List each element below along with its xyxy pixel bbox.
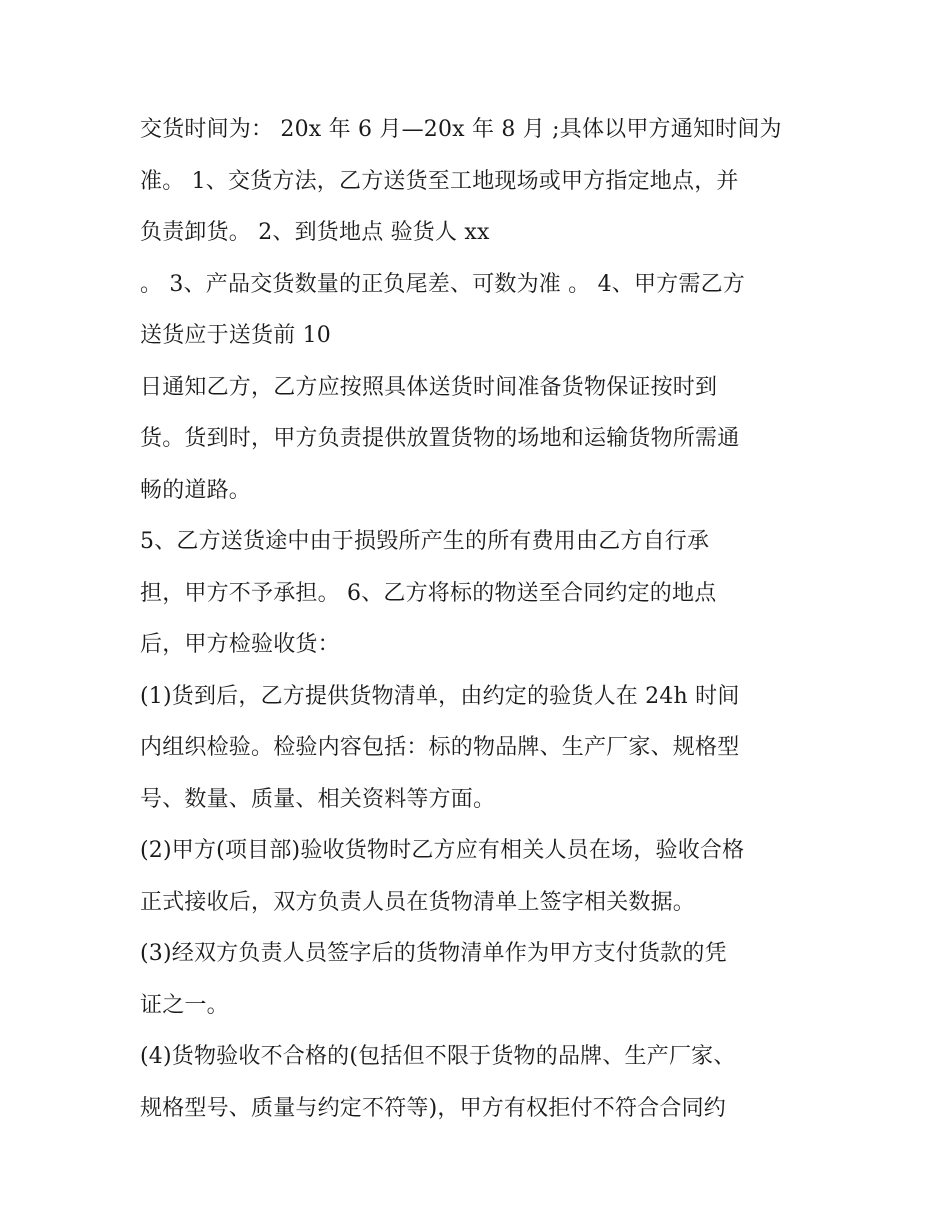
text-line: (3)经双方负责人员签字后的货物清单作为甲方支付货款的凭 bbox=[140, 941, 727, 966]
document-body bbox=[140, 108, 820, 1138]
text-line: (1)货到后，乙方提供货物清单，由约定的验货人在 24h 时间 bbox=[140, 683, 740, 709]
text-line: 担，甲方不予承担。 6、乙方将标的物送至合同约定的地点 bbox=[140, 580, 717, 606]
text-line: (4)货物验收不合格的(包括但不限于货物的品牌、生产厂家、 bbox=[140, 1044, 736, 1069]
text-line: (2)甲方(项目部)验收货物时乙方应有相关人员在场，验收合格 bbox=[140, 838, 745, 863]
text-line: 畅的道路。 bbox=[140, 477, 252, 503]
text-line: 正式接收后，双方负责人员在货物清单上签字相关数据。 bbox=[140, 889, 696, 915]
text-line: 日通知乙方，乙方应按照具体送货时间准备货物保证按时到 bbox=[140, 374, 718, 400]
text-line: 后，甲方检验收货： bbox=[140, 632, 340, 657]
text-line: 5、乙方送货途中由于损毁所产生的所有费用由乙方自行承 bbox=[140, 529, 710, 554]
text-line: 内组织检验。检验内容包括：标的物品牌、生产厂家、规格型 bbox=[140, 735, 740, 760]
text-line: 交货时间为： 20x 年 6 月—20x 年 8 月 ;具体以甲方通知时间为 bbox=[140, 117, 782, 142]
text-line: 送货应于送货前 10 bbox=[140, 323, 331, 348]
text-line: 负责卸货。 2、到货地点 验货人 xx bbox=[140, 220, 490, 245]
text-line: 规格型号、质量与约定不符等)，甲方有权拒付不符合合同约 bbox=[140, 1095, 726, 1121]
text-line: 准。 1、交货方法，乙方送货至工地现场或甲方指定地点，并 bbox=[140, 168, 739, 194]
text-line: 证之一。 bbox=[140, 992, 229, 1018]
text-line: 货。货到时，甲方负责提供放置货物的场地和运输货物所需通 bbox=[140, 426, 740, 451]
text-line: 号、数量、质量、相关资料等方面。 bbox=[140, 786, 496, 812]
text-line: 。 3、产品交货数量的正负尾差、可数为准 。 4、甲方需乙方 bbox=[140, 271, 745, 297]
